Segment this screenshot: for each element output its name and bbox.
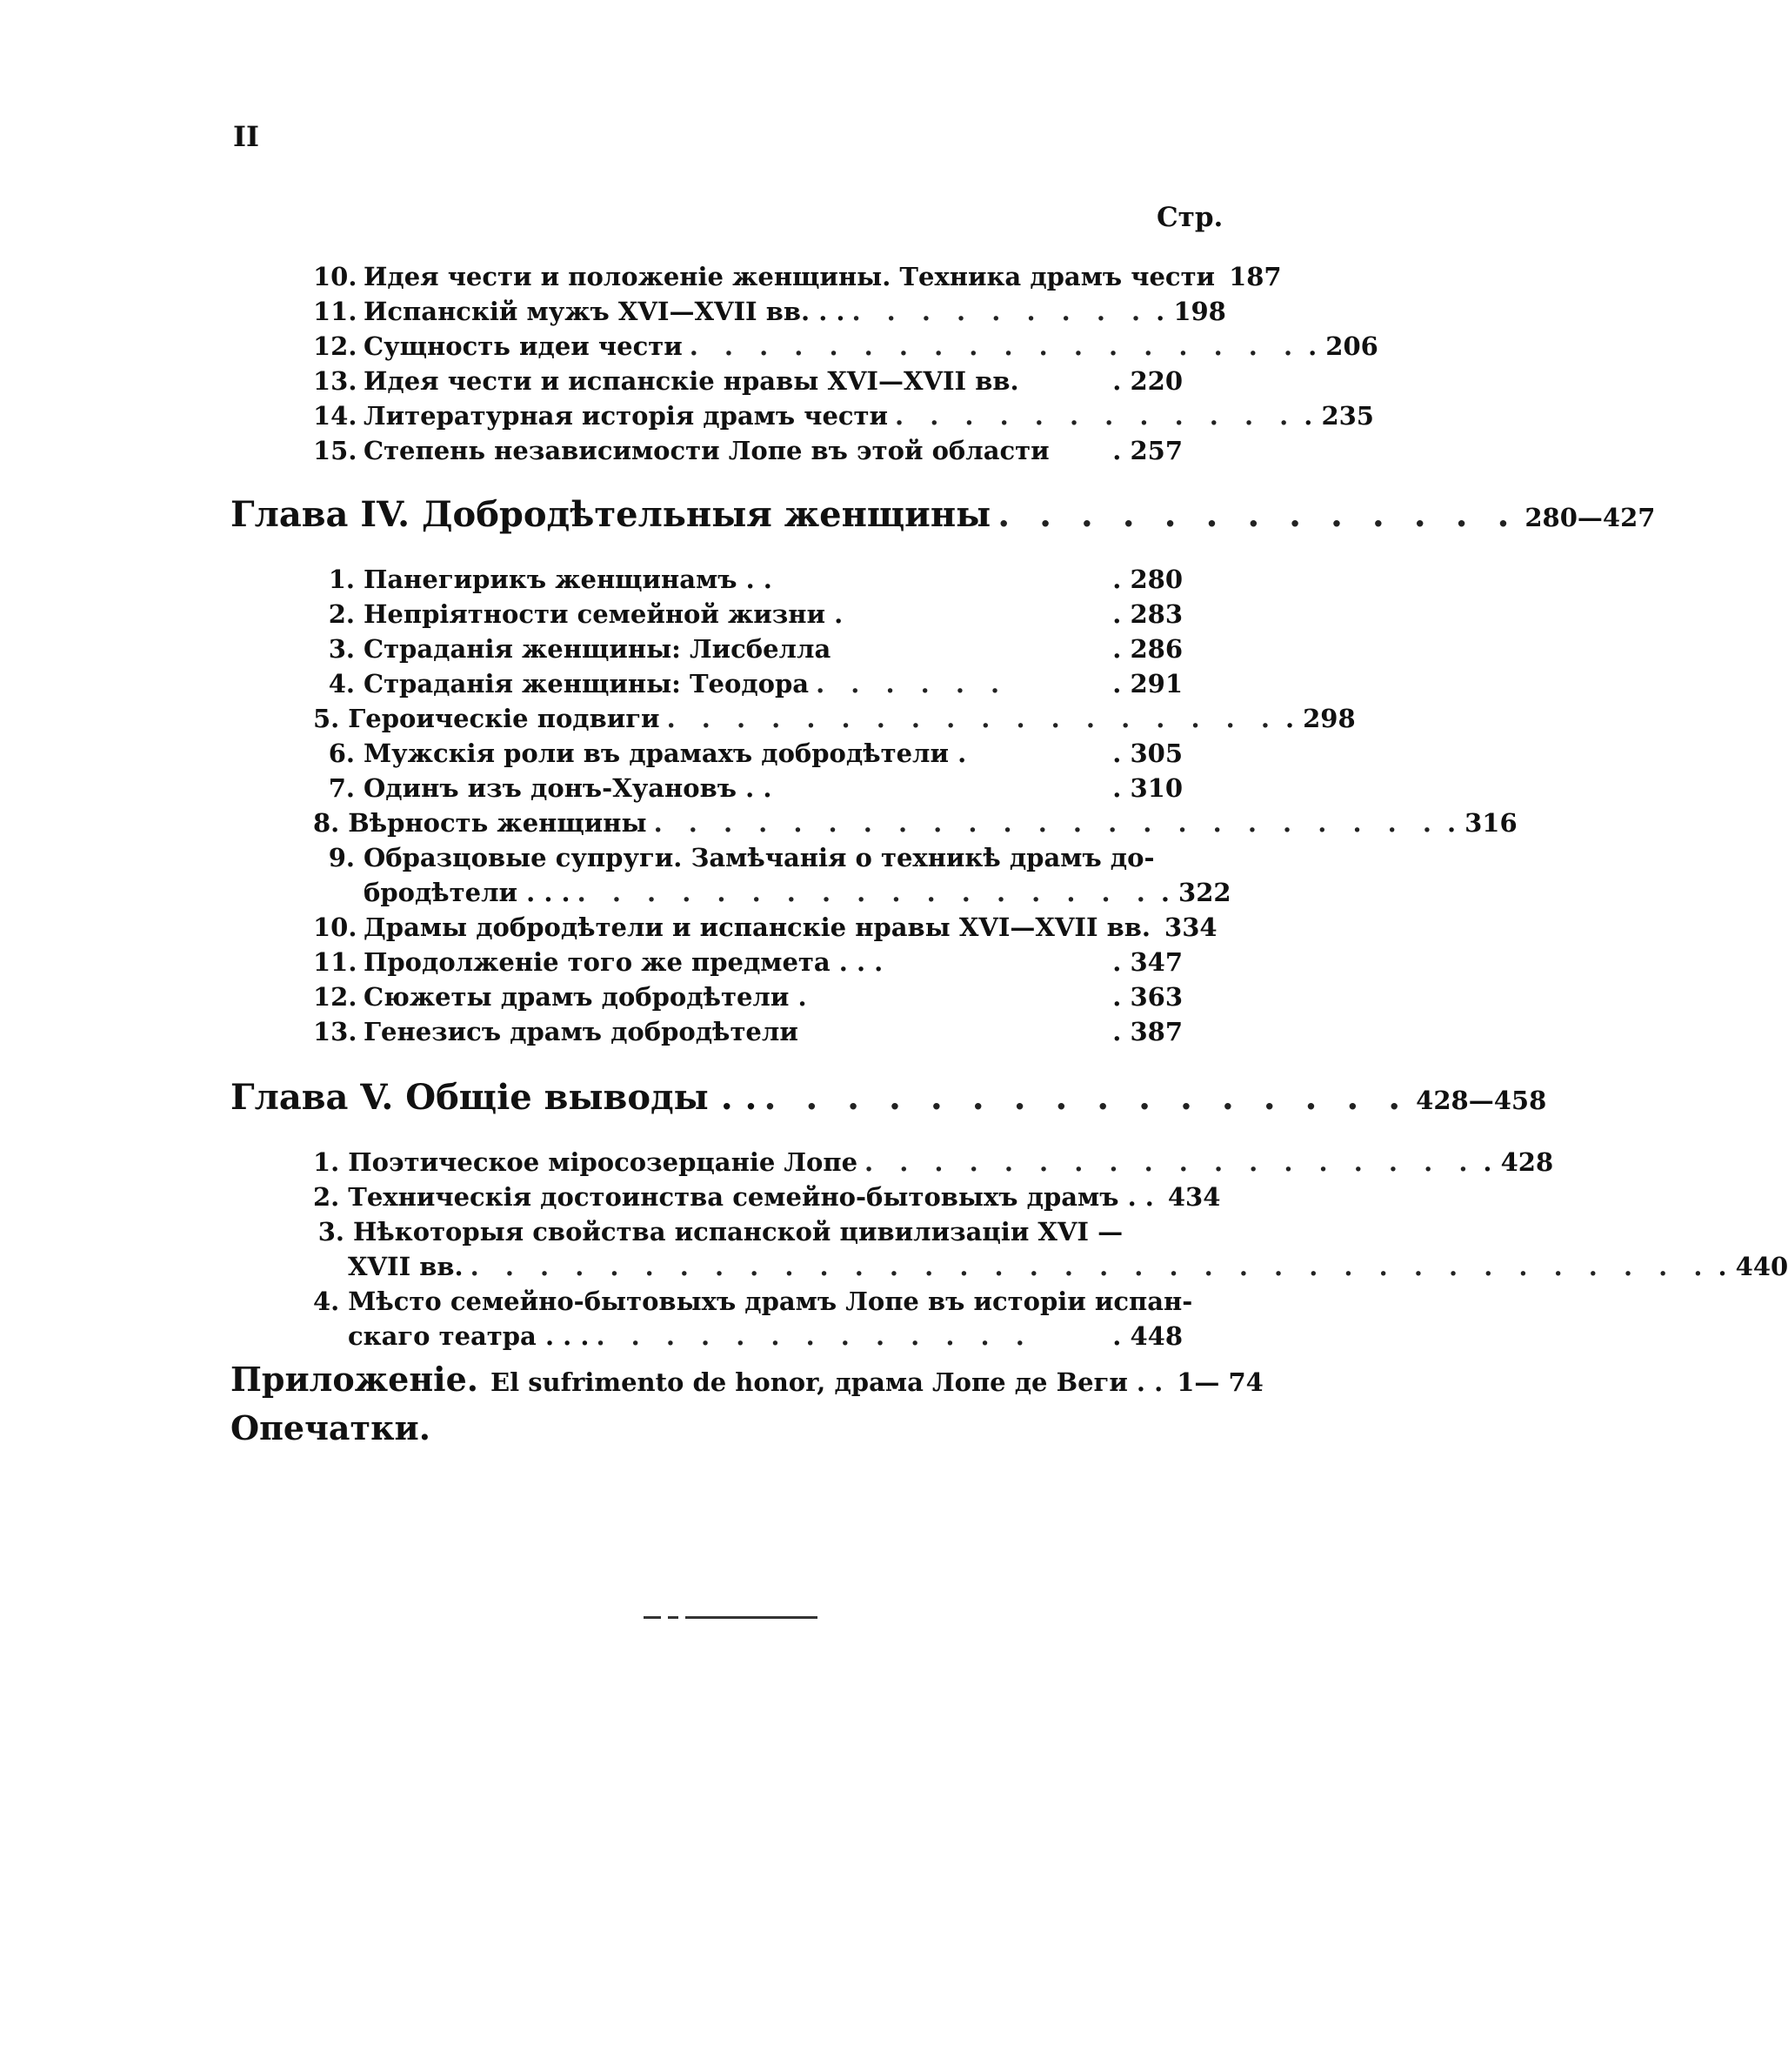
closing-rule <box>644 1616 817 1619</box>
appendix-title: El sufrimento de honor, драма Лопе де Веги . . <box>490 1367 1164 1397</box>
entry-page: . 316 <box>1446 808 1518 838</box>
entry-number: 2. <box>328 599 355 629</box>
entry-title: Нѣкоторыя свойства испанской цивилизаціи XVI — <box>353 1217 1124 1247</box>
entry-title-continuation: XVII вв. <box>348 1252 464 1281</box>
entry-number: 1. <box>328 565 355 594</box>
chapter-title: Глава IV. Добродѣтельныя женщины <box>230 494 991 535</box>
toc-entry <box>313 1180 1221 1214</box>
entry-number: 7. <box>328 773 355 803</box>
entry-title: Поэтическое міросозерцаніе Лопе <box>348 1147 858 1177</box>
leader-dots: . . . . . . . . . . . . . . . . . . <box>666 704 1278 733</box>
entry-number: 3. <box>328 634 355 664</box>
toc-entry-continuation <box>348 1319 1183 1353</box>
leader-dots: . . . . . . . . . <box>851 297 1150 326</box>
toc-entry <box>313 910 1218 945</box>
entry-number: 12. <box>313 982 357 1012</box>
entry-page: . 283 <box>1112 599 1183 629</box>
entry-number: 1. <box>313 1147 340 1177</box>
entry-page: . 235 <box>1304 401 1374 431</box>
entry-page: . 322 <box>1160 878 1231 907</box>
entry-number: 5. <box>313 704 340 733</box>
toc-entry <box>313 364 1183 398</box>
entry-title: Сущность идеи чести <box>364 331 683 361</box>
toc-entry <box>313 840 1183 875</box>
leader-dots: . . . . . . . . . . . . . . . . . <box>577 878 1154 907</box>
entry-page: . 198 <box>1156 297 1226 326</box>
entry-title-continuation: скаго театра . . . <box>348 1321 590 1351</box>
entry-title: Драмы добродѣтели и испанскіе нравы XVI—XVII вв. <box>364 912 1151 942</box>
entry-number: 3. <box>317 1217 344 1247</box>
entry-title: Идея чести и положеніе женщины. Техника драмъ чести <box>364 262 1216 291</box>
entry-title-continuation: бродѣтели . . . <box>364 878 570 907</box>
leader-dots: . . . . . . . . . . . . . <box>997 494 1518 535</box>
leader-dots: . . . . . . . . . . . . . . . . . . . . . . . <box>653 808 1440 838</box>
entry-number: 12. <box>313 331 357 361</box>
toc-entry <box>313 701 1356 736</box>
appendix-entry <box>230 1360 1264 1401</box>
leader-dots: . . . . . . . . . . . . <box>895 401 1298 431</box>
entry-page: 334 <box>1164 912 1218 942</box>
entry-page: 187 <box>1229 262 1282 291</box>
entry-page: . 347 <box>1112 947 1183 977</box>
toc-entry <box>313 805 1518 840</box>
entry-number: 11. <box>313 947 357 977</box>
entry-number: 9. <box>328 843 355 872</box>
entry-title: Продолженіе того же предмета . . . <box>364 947 884 977</box>
leader-dots: . . . . . . . . . . . . . . . . . . <box>689 331 1302 361</box>
errata-label: Опечатки. <box>230 1408 430 1447</box>
toc-entry <box>313 1284 1193 1319</box>
entry-number: 10. <box>313 912 357 942</box>
toc-entry <box>313 597 1183 632</box>
entry-title: Одинъ изъ донъ-Хуановъ . . <box>364 773 772 803</box>
entry-page: . 448 <box>1112 1321 1183 1351</box>
chapter-pages: 428—458 <box>1416 1086 1547 1115</box>
chapter-heading <box>230 1077 1547 1121</box>
toc-entry <box>313 562 1183 597</box>
entry-number: 2. <box>313 1182 340 1212</box>
toc-entry <box>313 632 1183 666</box>
toc-entry <box>313 1214 1183 1249</box>
appendix-pages: 1— 74 <box>1177 1367 1264 1397</box>
entry-number: 13. <box>313 366 357 396</box>
entry-number: 6. <box>328 739 355 768</box>
entry-title: Мужскія роли въ драмахъ добродѣтели . <box>364 739 967 768</box>
entry-title: Испанскій мужъ XVI—XVII вв. . . <box>364 297 845 326</box>
entry-title: Техническія достоинства семейно-бытовыхъ драмъ . . <box>348 1182 1154 1212</box>
entry-number: 13. <box>313 1017 357 1046</box>
toc-entry <box>313 1014 1183 1049</box>
entry-page: . 257 <box>1112 436 1183 465</box>
entry-page: . 286 <box>1112 634 1183 664</box>
toc-entry-continuation <box>364 875 1231 910</box>
errata-entry <box>230 1409 430 1447</box>
page-column-label: Стр. <box>1157 202 1224 233</box>
leader-dots: . . . . . . . . . . . . . <box>596 1321 1033 1351</box>
toc-entry <box>313 1145 1554 1180</box>
entry-page: . 310 <box>1112 773 1183 803</box>
entry-page: . 206 <box>1308 331 1378 361</box>
entry-page: . 387 <box>1112 1017 1183 1046</box>
toc-entry <box>313 433 1183 468</box>
entry-number: 4. <box>313 1287 340 1316</box>
chapter-pages: 280—427 <box>1524 503 1656 532</box>
leader-dots: . . . . . . . . . . . . . . . . . . <box>864 1147 1477 1177</box>
entry-title: Панегирикъ женщинамъ . . <box>364 565 772 594</box>
entry-number: 11. <box>313 297 357 326</box>
entry-page: 434 <box>1167 1182 1221 1212</box>
entry-title: Вѣрность женщины <box>348 808 647 838</box>
entry-page: . 280 <box>1112 565 1183 594</box>
entry-number: 15. <box>313 436 357 465</box>
toc-entry <box>313 398 1374 433</box>
entry-title: Героическіе подвиги <box>348 704 660 733</box>
entry-title: Страданія женщины: Лисбелла <box>364 634 831 664</box>
entry-page: . 220 <box>1112 366 1183 396</box>
toc-entry <box>313 329 1378 364</box>
entry-number: 14. <box>313 401 357 431</box>
entry-page: . 440 <box>1718 1252 1788 1281</box>
entry-title: Образцовые супруги. Замѣчанія о техникѣ драмъ до- <box>364 843 1155 872</box>
chapter-heading <box>230 494 1656 538</box>
toc-entry <box>313 259 1282 294</box>
toc-entry-continuation <box>348 1249 1788 1284</box>
toc-entry <box>313 979 1183 1014</box>
appendix-label: Приложеніе. <box>230 1360 478 1399</box>
entry-number: 8. <box>313 808 340 838</box>
leader-dots: . . . . . . <box>816 669 1009 698</box>
toc-entry <box>313 771 1183 805</box>
page-number: II <box>233 120 259 153</box>
leader-dots: . . . . . . . . . . . . . . . . <box>764 1077 1410 1118</box>
entry-title: Степень независимости Лопе въ этой области <box>364 436 1050 465</box>
entry-page: . 363 <box>1112 982 1183 1012</box>
entry-title: Сюжеты драмъ добродѣтели . <box>364 982 807 1012</box>
entry-title: Генезисъ драмъ добродѣтели <box>364 1017 798 1046</box>
toc-entry <box>313 945 1183 979</box>
toc-entry <box>313 666 1183 701</box>
chapter-title: Глава V. Общіе выводы . . <box>230 1077 757 1118</box>
entry-number: 10. <box>313 262 357 291</box>
entry-page: . 428 <box>1483 1147 1554 1177</box>
toc-entry <box>313 294 1226 329</box>
entry-title: Мѣсто семейно-бытовыхъ драмъ Лопе въ исторіи испан- <box>348 1287 1193 1316</box>
entry-title: Литературная исторія драмъ чести <box>364 401 889 431</box>
entry-title: Непріятности семейной жизни . <box>364 599 844 629</box>
entry-number: 4. <box>328 669 355 698</box>
entry-page: . 305 <box>1112 739 1183 768</box>
entry-title: Страданія женщины: Теодора <box>364 669 810 698</box>
leader-dots: . . . . . . . . . . . . . . . . . . . . . . . . . . . . . . . . . . . . <box>470 1252 1711 1281</box>
entry-title: Идея чести и испанскіе нравы XVI—XVII вв. <box>364 366 1019 396</box>
entry-page: . 298 <box>1284 704 1356 733</box>
toc-entry <box>313 736 1183 771</box>
entry-page: . 291 <box>1112 669 1183 698</box>
